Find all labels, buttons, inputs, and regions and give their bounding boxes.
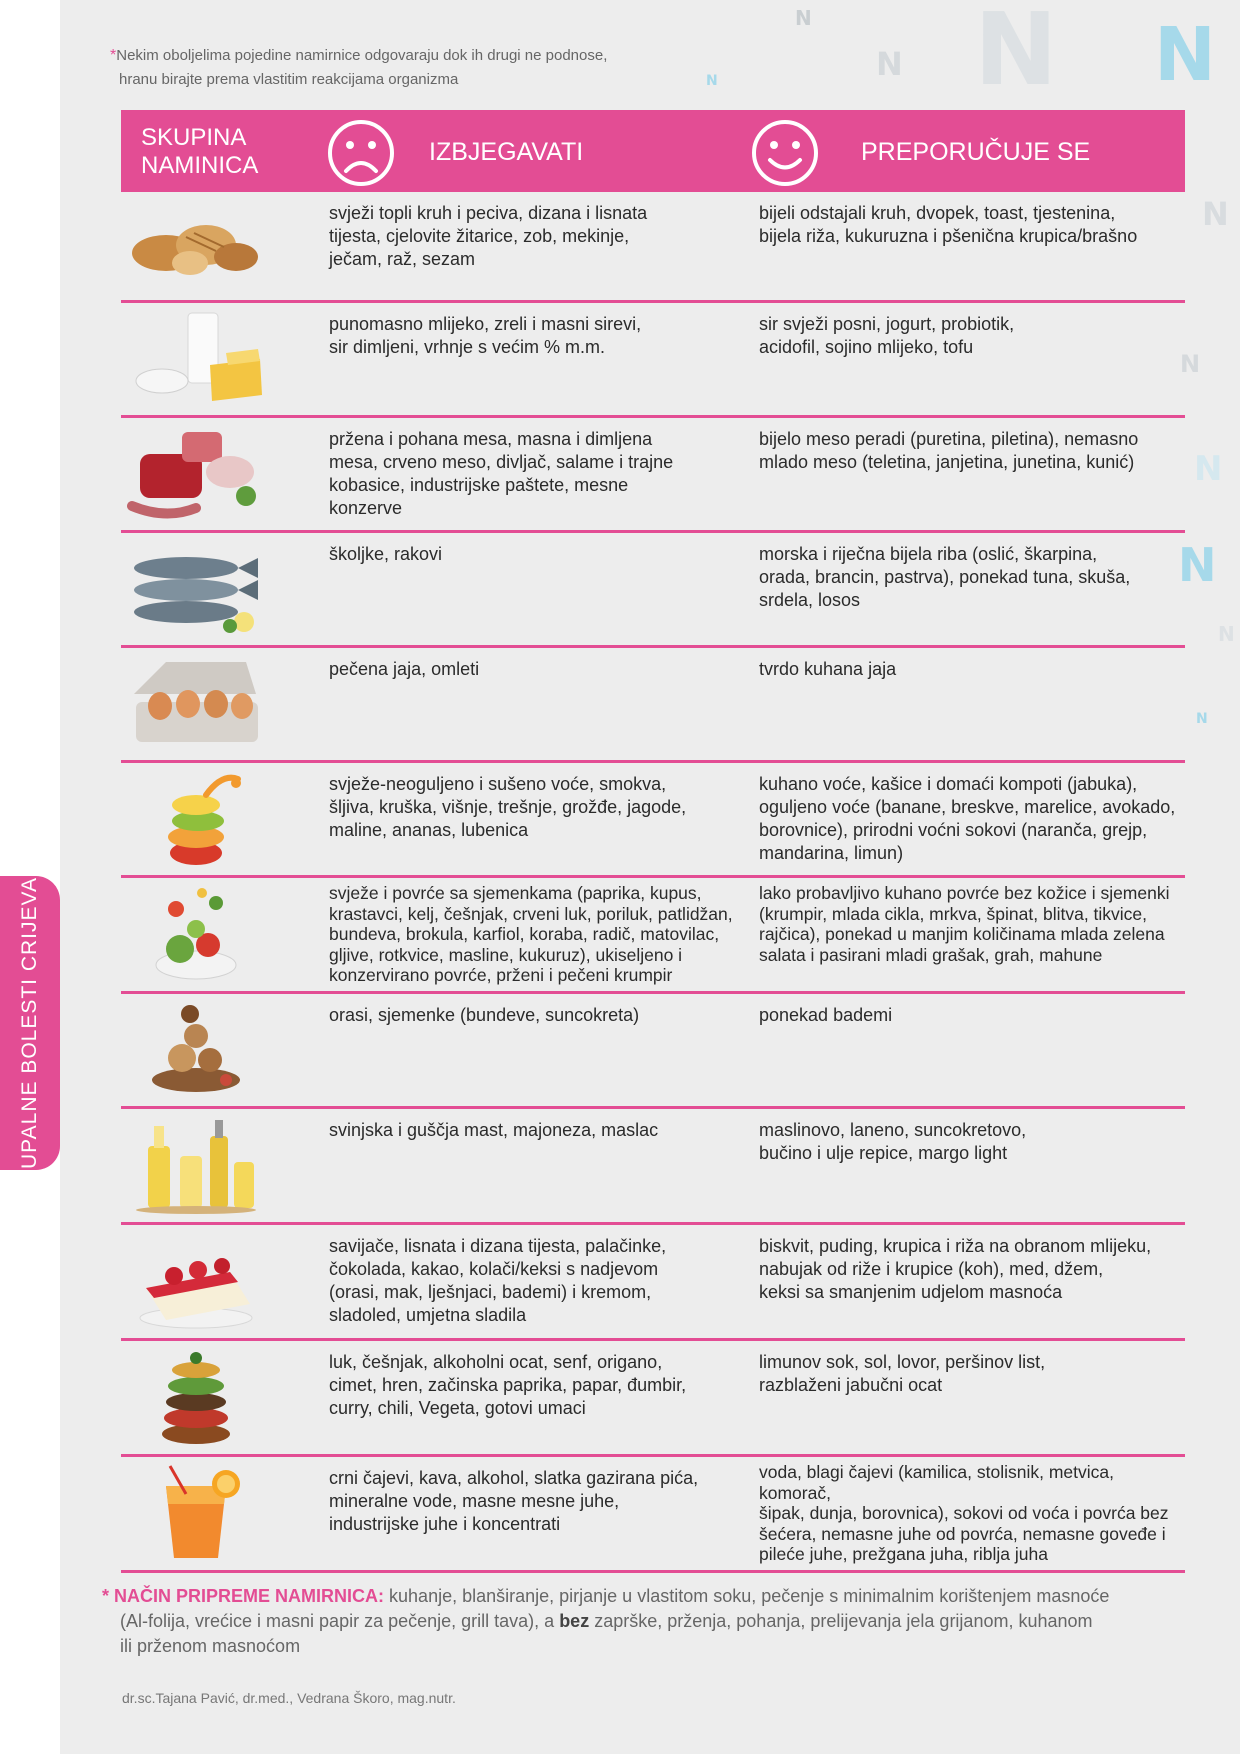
avoid-line: svježi topli kruh i peciva, dizana i lisnata — [329, 203, 648, 223]
preparation-note — [102, 1584, 1112, 1659]
recommend-line: kuhano voće, kašice i domaći kompoti (jabuka), — [759, 774, 1138, 794]
note-line-2: hranu birajte prema vlastitim reakcijama organizma — [119, 71, 459, 88]
avoid-text — [329, 1235, 744, 1327]
avoid-line: orasi, sjemenke (bundeve, suncokreta) — [329, 1005, 640, 1025]
decor-letter-n: N — [1218, 622, 1235, 646]
avoid-line: crni čajevi, kava, alkohol, slatka gazirana pića, — [329, 1468, 699, 1488]
avoid-text — [329, 1467, 744, 1536]
avoid-text — [329, 1119, 744, 1142]
decor-letter-n: N — [1196, 711, 1208, 727]
table-row — [121, 418, 1185, 533]
intro-note — [110, 44, 710, 92]
recommend-line: mandarina, limun) — [759, 843, 904, 863]
recommend-text — [759, 883, 1187, 965]
recommend-line: biskvit, puding, krupica i riža na obranom mlijeku, — [759, 1236, 1152, 1256]
recommend-line: voda, blagi čajevi (kamilica, stolisnik, metvica, komorač, — [759, 1462, 1114, 1503]
recommend-text — [759, 1004, 1187, 1027]
avoid-line: konzervirano povrće, prženi i pečeni krumpir — [329, 965, 673, 985]
recommend-line: pileće juhe, prežgana juha, riblja juha — [759, 1544, 1048, 1564]
recommend-line: acidofil, sojino mlijeko, tofu — [759, 337, 974, 357]
preparation-bold-word: bez — [559, 1611, 590, 1631]
recommend-line: razblaženi jabučni ocat — [759, 1375, 943, 1395]
preparation-text-1: kuhanje, blanširanje, pirjanje u vlastitom soku, pečenje s minimalnim korištenjem masnoće — [389, 1586, 1110, 1606]
table-row — [121, 192, 1185, 303]
preparation-line-3: ili prženom masnoćom — [120, 1636, 301, 1656]
header-avoid: IZBJEGAVATI — [429, 138, 584, 166]
avoid-line: pečena jaja, omleti — [329, 659, 480, 679]
recommend-line: limunov sok, sol, lovor, peršinov list, — [759, 1352, 1046, 1372]
preparation-text-2b: zaprške, prženja, pohanja, prelijevanja jela grijanom, kuhanom — [594, 1611, 1093, 1631]
recommend-line: (krumpir, mlada cikla, mrkva, špinat, blitva, tikvice, — [759, 903, 1148, 924]
happy-face-icon — [751, 119, 819, 187]
cake-icon — [121, 1229, 271, 1334]
avoid-line: mesa, crveno meso, divljač, salame i trajne — [329, 452, 674, 472]
decor-letter-n: N — [1194, 449, 1223, 489]
side-tab — [0, 876, 60, 1170]
recommend-line: orada, brancin, pastrva), ponekad tuna, skuša, — [759, 567, 1131, 587]
recommend-line: lako probavljivo kuhano povrće bez kožice i sjemenki — [759, 883, 1170, 903]
recommend-text — [759, 1351, 1187, 1397]
avoid-line: čokolada, kakao, kolači/keksi s nadjevom — [329, 1259, 659, 1279]
preparation-line-1 — [102, 1584, 1112, 1609]
avoid-line: svježe-neoguljeno i sušeno voće, smokva, — [329, 774, 667, 794]
recommend-text — [759, 1462, 1187, 1565]
recommend-text — [759, 1119, 1187, 1165]
meat-icon — [121, 422, 271, 526]
avoid-line: školjke, rakovi — [329, 544, 443, 564]
recommend-line: sir svježi posni, jogurt, probiotik, — [759, 314, 1015, 334]
decor-letter-n: N — [1178, 538, 1217, 592]
avoid-text — [329, 1351, 744, 1420]
avoid-line: kobasice, industrijske paštete, mesne — [329, 475, 629, 495]
avoid-line: luk, češnjak, alkoholni ocat, senf, origano, — [329, 1352, 663, 1372]
table-row — [121, 878, 1185, 994]
avoid-text — [329, 883, 744, 986]
header-recommended: PREPORUČUJE SE — [861, 138, 1091, 166]
recommend-line: srdela, losos — [759, 590, 861, 610]
recommend-line: šećera, nemasne juhe od povrća, nemasne goveđe i — [759, 1523, 1166, 1544]
dairy-icon — [121, 307, 271, 411]
recommend-text — [759, 773, 1187, 865]
table-row — [121, 1109, 1185, 1225]
decor-letter-n: N — [795, 6, 812, 30]
avoid-line: svinjska i guščja mast, majoneza, maslac — [329, 1120, 659, 1140]
avoid-text — [329, 543, 744, 566]
fruit-icon — [121, 767, 271, 871]
spices-icon — [121, 1345, 271, 1450]
recommend-line: mlado meso (teletina, janjetina, junetina, kunić) — [759, 452, 1135, 472]
avoid-line: (orasi, mak, lješnjaci, bademi) i kremom, — [329, 1282, 652, 1302]
header-food-group — [141, 124, 258, 180]
avoid-line: pržena i pohana mesa, masna i dimljena — [329, 429, 653, 449]
avoid-line: tijesta, cjelovite žitarice, zob, mekinje, — [329, 226, 630, 246]
recommend-text — [759, 428, 1187, 474]
avoid-line: savijače, lisnata i dizana tijesta, palačinke, — [329, 1236, 667, 1256]
food-table — [121, 192, 1185, 1573]
nuts-seeds-icon — [121, 998, 271, 1102]
table-row — [121, 303, 1185, 418]
avoid-text — [329, 428, 744, 520]
table-row — [121, 994, 1185, 1109]
header-food-group-line1: SKUPINA — [141, 124, 247, 151]
recommend-line: bijeli odstajali kruh, dvopek, toast, tjestenina, — [759, 203, 1116, 223]
avoid-line: maline, ananas, lubenica — [329, 820, 529, 840]
side-tab-label: UPALNE BOLESTI CRIJEVA — [18, 877, 41, 1169]
authors: dr.sc.Tajana Pavić, dr.med., Vedrana Škoro, mag.nutr. — [122, 1690, 456, 1706]
avoid-text — [329, 1004, 744, 1027]
recommend-text — [759, 202, 1187, 248]
recommend-line: oguljeno voće (banane, breskve, marelice, avokado, — [759, 797, 1176, 817]
fish-icon — [121, 537, 271, 641]
avoid-text — [329, 202, 744, 271]
note-line-1: Nekim oboljelima pojedine namirnice odgovaraju dok ih drugi ne podnose, — [116, 47, 608, 64]
avoid-text — [329, 773, 744, 842]
avoid-line: mineralne vode, masne mesne juhe, — [329, 1491, 620, 1511]
table-header — [121, 110, 1185, 192]
recommend-line: rajčica), ponekad u manjim količinama mlada zelena — [759, 924, 1165, 944]
recommend-line: šipak, dunja, borovnica), sokovi od voća i povrća bez — [759, 1503, 1169, 1523]
avoid-text — [329, 658, 744, 681]
decor-letter-n: N — [974, 0, 1058, 108]
table-row — [121, 1457, 1185, 1573]
recommend-line: ponekad bademi — [759, 1005, 893, 1025]
table-row — [121, 533, 1185, 648]
eggs-icon — [121, 652, 271, 756]
recommend-line: nabujak od riže i krupice (koh), med, džem, — [759, 1259, 1104, 1279]
recommend-line: keksi sa smanjenim udjelom masnoća — [759, 1282, 1063, 1302]
avoid-line: konzerve — [329, 498, 403, 518]
recommend-line: maslinovo, laneno, suncokretovo, — [759, 1120, 1027, 1140]
table-row — [121, 763, 1185, 878]
bread-pastry-icon — [121, 196, 271, 296]
recommend-line: salata i pasirani mladi grašak, grah, mahune — [759, 944, 1103, 965]
avoid-line: sir dimljeni, vrhnje s većim % m.m. — [329, 337, 606, 357]
decor-letter-n: N — [706, 73, 718, 89]
recommend-text — [759, 1235, 1187, 1304]
avoid-line: bundeva, brokula, karfiol, koraba, radič, matovilac, — [329, 924, 720, 944]
recommend-line: bijela riža, kukuruzna i pšenična krupica/brašno — [759, 226, 1138, 246]
table-row — [121, 1225, 1185, 1341]
avoid-line: sladoled, umjetna sladila — [329, 1305, 527, 1325]
sad-face-icon — [327, 119, 395, 187]
table-row — [121, 648, 1185, 763]
recommend-text — [759, 543, 1187, 612]
decor-letter-n: N — [1180, 350, 1201, 378]
oil-bottles-icon — [121, 1113, 271, 1218]
decor-letter-n: N — [1202, 195, 1229, 233]
decor-letter-n: N — [876, 45, 903, 83]
decor-letter-n: N — [1154, 12, 1216, 98]
table-row — [121, 1341, 1185, 1457]
avoid-line: cimet, hren, začinska paprika, papar, đumbir, — [329, 1375, 687, 1395]
vegetables-icon — [121, 882, 271, 987]
avoid-line: punomasno mlijeko, zreli i masni sirevi, — [329, 314, 642, 334]
avoid-line: gljive, rotkvice, masline, kukuruz), ukiseljeno i — [329, 944, 683, 965]
avoid-line: curry, chili, Vegeta, gotovi umaci — [329, 1398, 586, 1418]
recommend-line: morska i riječna bijela riba (oslić, škarpina, — [759, 544, 1098, 564]
header-food-group-line2: NAMINICA — [141, 152, 259, 179]
drink-glass-icon — [121, 1461, 271, 1566]
preparation-text-2a: (Al-folija, vrećice i masni papir za pečenje, grill tava), a — [120, 1611, 555, 1631]
recommend-text — [759, 313, 1187, 359]
avoid-line: šljiva, kruška, višnje, trešnje, grožđe, jagode, — [329, 797, 687, 817]
avoid-line: svježe i povrće sa sjemenkama (paprika, kupus, — [329, 883, 702, 903]
recommend-line: borovnice), prirodni voćni sokovi (naranča, grejp, — [759, 820, 1148, 840]
note-asterisk: * — [110, 47, 117, 64]
avoid-line: industrijske juhe i koncentrati — [329, 1514, 561, 1534]
avoid-text — [329, 313, 744, 359]
preparation-line-2 — [102, 1609, 1112, 1634]
avoid-line: ječam, raž, sezam — [329, 249, 476, 269]
recommend-line: bijelo meso peradi (puretina, piletina), nemasno — [759, 429, 1139, 449]
recommend-text — [759, 658, 1187, 681]
avoid-line: krastavci, kelj, češnjak, crveni luk, poriluk, patlidžan, — [329, 903, 733, 924]
recommend-line: bučino i ulje repice, margo light — [759, 1143, 1008, 1163]
recommend-line: tvrdo kuhana jaja — [759, 659, 897, 679]
preparation-label: * NAČIN PRIPREME NAMIRNICA: — [102, 1586, 385, 1606]
